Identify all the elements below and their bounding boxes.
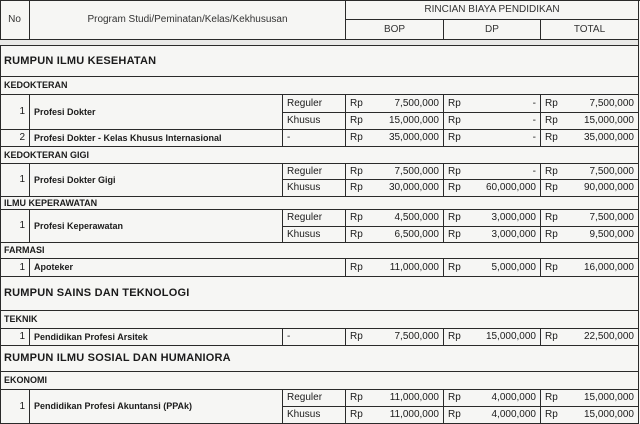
row-dokter-int-dp-rp: Rp (444, 130, 474, 147)
header-program: Program Studi/Peminatan/Kelas/Kekhususan (30, 0, 346, 40)
row-dokter-int-total: 35,000,000 (571, 130, 639, 147)
row-perawat-khusus-dp-rp: Rp (444, 227, 474, 243)
row-akuntansi-reguler-dp: 4,000,000 (474, 390, 541, 407)
row-dokter-reguler-total: 7,500,000 (571, 95, 639, 113)
row-apoteker-dp-rp: Rp (444, 259, 474, 277)
row-akuntansi-name: Pendidikan Profesi Akuntansi (PPAk) (30, 390, 283, 424)
row-gigi-khusus-type: Khusus (283, 180, 346, 197)
row-gigi-khusus-bop: 30,000,000 (376, 180, 444, 197)
category-teknik: TEKNIK (0, 311, 639, 329)
row-dokter-int-bop-rp: Rp (346, 130, 376, 147)
row-gigi-reguler-total: 7,500,000 (571, 164, 639, 180)
row-gigi-reguler-total-rp: Rp (541, 164, 571, 180)
row-gigi-khusus-bop-rp: Rp (346, 180, 376, 197)
row-apoteker-total-rp: Rp (541, 259, 571, 277)
category-kedokteran: KEDOKTERAN (0, 77, 639, 95)
row-gigi-no: 1 (0, 164, 30, 197)
row-akuntansi-no: 1 (0, 390, 30, 424)
row-akuntansi-khusus-dp: 4,000,000 (474, 407, 541, 424)
row-perawat-khusus-total: 9,500,000 (571, 227, 639, 243)
row-gigi-reguler-bop: 7,500,000 (376, 164, 444, 180)
row-dokter-int-no: 2 (0, 130, 30, 147)
row-apoteker-bop-rp: Rp (346, 259, 376, 277)
row-akuntansi-reguler-total: 15,000,000 (571, 390, 639, 407)
row-dokter-khusus-bop: 15,000,000 (376, 113, 444, 130)
section-kesehatan: RUMPUN ILMU KESEHATAN (0, 46, 639, 77)
row-perawat-khusus-bop-rp: Rp (346, 227, 376, 243)
row-arsitek-total-rp: Rp (541, 329, 571, 346)
row-apoteker-name: Apoteker (30, 259, 346, 277)
row-gigi-khusus-total-rp: Rp (541, 180, 571, 197)
row-akuntansi-reguler-type: Reguler (283, 390, 346, 407)
row-gigi-reguler-dp: - (474, 164, 541, 180)
row-perawat-khusus-total-rp: Rp (541, 227, 571, 243)
section-sains: RUMPUN SAINS DAN TEKNOLOGI (0, 277, 639, 311)
row-dokter-khusus-type: Khusus (283, 113, 346, 130)
row-akuntansi-reguler-bop: 11,000,000 (376, 390, 444, 407)
row-dokter-int-dp: - (474, 130, 541, 147)
row-arsitek-name: Pendidikan Profesi Arsitek (30, 329, 283, 346)
header-no: No (0, 0, 30, 40)
row-apoteker-total: 16,000,000 (571, 259, 639, 277)
row-arsitek-type: - (283, 329, 346, 346)
row-gigi-reguler-bop-rp: Rp (346, 164, 376, 180)
row-dokter-khusus-dp-rp: Rp (444, 113, 474, 130)
row-dokter-int-bop: 35,000,000 (376, 130, 444, 147)
row-akuntansi-reguler-bop-rp: Rp (346, 390, 376, 407)
row-apoteker-no: 1 (0, 259, 30, 277)
row-arsitek-dp: 15,000,000 (474, 329, 541, 346)
row-perawat-khusus-dp: 3,000,000 (474, 227, 541, 243)
row-akuntansi-khusus-type: Khusus (283, 407, 346, 424)
section-sosial: RUMPUN ILMU SOSIAL DAN HUMANIORA (0, 346, 639, 372)
row-gigi-name: Profesi Dokter Gigi (30, 164, 283, 197)
row-perawat-reguler-type: Reguler (283, 210, 346, 227)
row-dokter-int-type: - (283, 130, 346, 147)
row-akuntansi-khusus-total-rp: Rp (541, 407, 571, 424)
row-perawat-reguler-total-rp: Rp (541, 210, 571, 227)
row-perawat-reguler-bop-rp: Rp (346, 210, 376, 227)
row-perawat-reguler-dp-rp: Rp (444, 210, 474, 227)
header-bop: BOP (346, 20, 444, 40)
row-dokter-reguler-bop: 7,500,000 (376, 95, 444, 113)
header-total: TOTAL (541, 20, 639, 40)
row-arsitek-bop-rp: Rp (346, 329, 376, 346)
row-arsitek-total: 22,500,000 (571, 329, 639, 346)
header-dp: DP (444, 20, 541, 40)
row-perawat-no: 1 (0, 210, 30, 243)
row-perawat-reguler-dp: 3,000,000 (474, 210, 541, 227)
row-dokter-int-total-rp: Rp (541, 130, 571, 147)
row-akuntansi-khusus-bop: 11,000,000 (376, 407, 444, 424)
row-perawat-name: Profesi Keperawatan (30, 210, 283, 243)
row-gigi-khusus-dp: 60,000,000 (474, 180, 541, 197)
row-dokter-reguler-type: Reguler (283, 95, 346, 113)
row-dokter-khusus-total: 15,000,000 (571, 113, 639, 130)
row-dokter-reguler-dp: - (474, 95, 541, 113)
row-perawat-khusus-type: Khusus (283, 227, 346, 243)
row-dokter-khusus-bop-rp: Rp (346, 113, 376, 130)
category-ekonomi: EKONOMI (0, 372, 639, 390)
row-dokter-reguler-bop-rp: Rp (346, 95, 376, 113)
row-akuntansi-reguler-dp-rp: Rp (444, 390, 474, 407)
row-arsitek-bop: 7,500,000 (376, 329, 444, 346)
row-arsitek-no: 1 (0, 329, 30, 346)
row-akuntansi-khusus-bop-rp: Rp (346, 407, 376, 424)
row-dokter-khusus-total-rp: Rp (541, 113, 571, 130)
row-gigi-khusus-dp-rp: Rp (444, 180, 474, 197)
row-perawat-reguler-total: 7,500,000 (571, 210, 639, 227)
row-akuntansi-reguler-total-rp: Rp (541, 390, 571, 407)
row-gigi-reguler-dp-rp: Rp (444, 164, 474, 180)
row-perawat-khusus-bop: 6,500,000 (376, 227, 444, 243)
category-farmasi: FARMASI (0, 243, 639, 259)
row-dokter-name: Profesi Dokter (30, 95, 283, 130)
row-akuntansi-khusus-dp-rp: Rp (444, 407, 474, 424)
row-dokter-khusus-dp: - (474, 113, 541, 130)
category-keperawatan: ILMU KEPERAWATAN (0, 197, 639, 210)
header-rincian: RINCIAN BIAYA PENDIDIKAN (346, 0, 639, 20)
row-dokter-no: 1 (0, 95, 30, 130)
row-dokter-reguler-dp-rp: Rp (444, 95, 474, 113)
category-kedokteran-gigi: KEDOKTERAN GIGI (0, 147, 639, 164)
row-arsitek-dp-rp: Rp (444, 329, 474, 346)
row-apoteker-dp: 5,000,000 (474, 259, 541, 277)
row-dokter-int-name: Profesi Dokter - Kelas Khusus Internasional (30, 130, 283, 147)
row-akuntansi-khusus-total: 15,000,000 (571, 407, 639, 424)
row-gigi-khusus-total: 90,000,000 (571, 180, 639, 197)
row-apoteker-bop: 11,000,000 (376, 259, 444, 277)
row-dokter-reguler-total-rp: Rp (541, 95, 571, 113)
row-gigi-reguler-type: Reguler (283, 164, 346, 180)
row-perawat-reguler-bop: 4,500,000 (376, 210, 444, 227)
